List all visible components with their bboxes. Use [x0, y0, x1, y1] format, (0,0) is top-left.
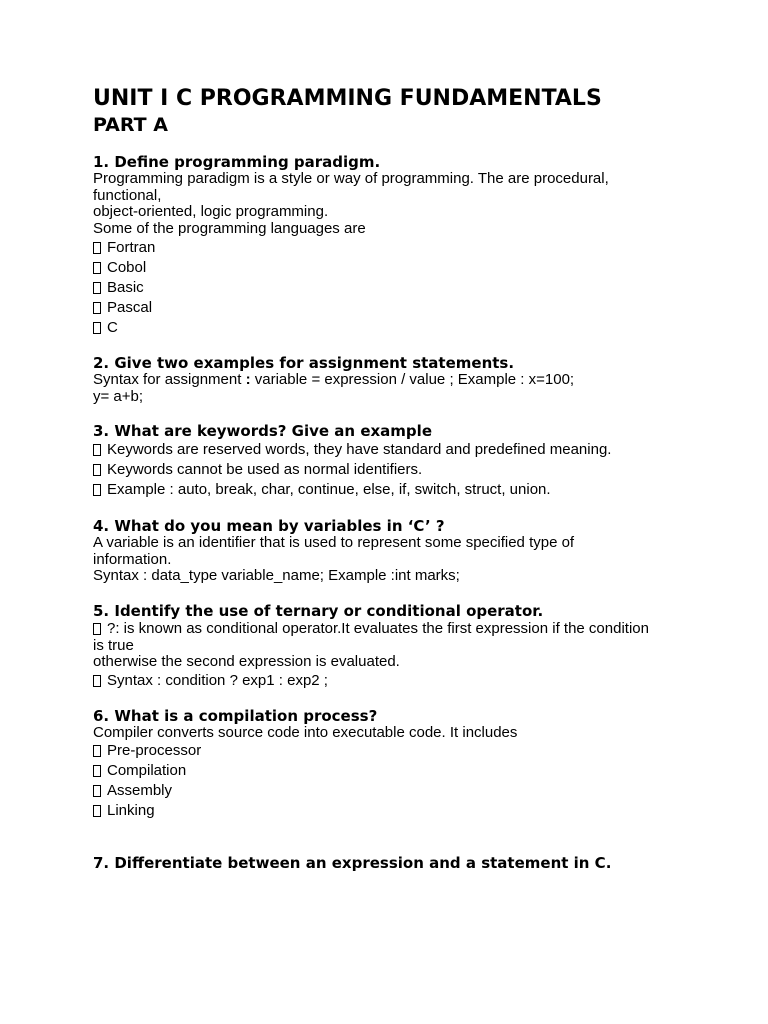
question-6	[93, 707, 693, 822]
question-1-title: 1. Define programming paradigm.	[93, 153, 381, 171]
bullet-icon	[93, 262, 101, 274]
question-1-text: Programming paradigm is a style or way of programming. The are procedural,	[93, 170, 609, 187]
bullet-icon	[93, 444, 101, 456]
list-item: Fortran	[93, 238, 693, 258]
list-item: Linking	[93, 801, 693, 821]
list-item: Syntax : condition ? exp1 : exp2 ;	[93, 671, 693, 691]
bullet-icon	[93, 785, 101, 797]
bullet-icon	[93, 464, 101, 476]
question-4-text: information.	[93, 550, 172, 568]
question-4-title: 4. What do you mean by variables in ‘C’ ?	[93, 517, 445, 535]
bullet-icon	[93, 623, 101, 635]
list-item: Compilation	[93, 761, 693, 781]
question-1-text: object-oriented, logic programming.	[93, 203, 329, 220]
list-item: Cobol	[93, 258, 693, 278]
list-item: Keywords cannot be used as normal identifiers.	[93, 460, 693, 480]
bullet-icon	[93, 484, 101, 496]
question-6-text: Compiler converts source code into executable code. It includes	[93, 723, 518, 741]
question-2-title: 2. Give two examples for assignment statements.	[93, 354, 515, 372]
question-3-title: 3. What are keywords? Give an example	[93, 422, 432, 440]
bullet-icon	[93, 745, 101, 757]
list-item: Pascal	[93, 298, 693, 318]
question-5	[93, 602, 693, 691]
question-5-title: 5. Identify the use of ternary or conditional operator.	[93, 601, 544, 620]
question-5-text: otherwise the second expression is evaluated.	[93, 653, 400, 670]
question-4-text: A variable is an identifier that is used to represent some specified type of	[93, 534, 575, 551]
list-item: ?: is known as conditional operator.It evaluates the first expression if the condition	[93, 620, 693, 638]
question-3	[93, 422, 693, 500]
question-7	[93, 854, 693, 872]
bullet-icon	[93, 282, 101, 294]
bullet-icon	[93, 765, 101, 777]
list-item: Example : auto, break, char, continue, else, if, switch, struct, union.	[93, 480, 693, 500]
question-2-text: Syntax for assignment : variable = expression / value ; Example : x=100;	[93, 371, 575, 388]
question-6-title: 6. What is a compilation process?	[93, 706, 378, 725]
question-2	[93, 354, 693, 405]
bullet-icon	[93, 675, 101, 687]
question-1-text: Some of the programming languages are	[93, 219, 366, 237]
question-4-text: Syntax : data_type variable_name; Example :int marks;	[93, 567, 460, 584]
question-1-text: functional,	[93, 186, 162, 204]
document-title: UNIT I C PROGRAMMING FUNDAMENTALS	[93, 86, 602, 111]
document-page	[93, 86, 693, 872]
list-item: Assembly	[93, 781, 693, 801]
bullet-icon	[93, 302, 101, 314]
list-item: Pre-processor	[93, 741, 693, 761]
bullet-icon	[93, 322, 101, 334]
bullet-icon	[93, 242, 101, 254]
question-1	[93, 153, 693, 338]
document-subtitle: PART A	[93, 114, 168, 136]
list-item: Keywords are reserved words, they have standard and predefined meaning.	[93, 440, 693, 460]
question-5-text: is true	[93, 636, 134, 654]
question-2-text: y= a+b;	[93, 387, 144, 405]
question-4	[93, 517, 693, 585]
question-7-title: 7. Differentiate between an expression and a statement in C.	[93, 854, 612, 872]
list-item: C	[93, 318, 693, 338]
list-item: Basic	[93, 278, 693, 298]
bullet-icon	[93, 805, 101, 817]
